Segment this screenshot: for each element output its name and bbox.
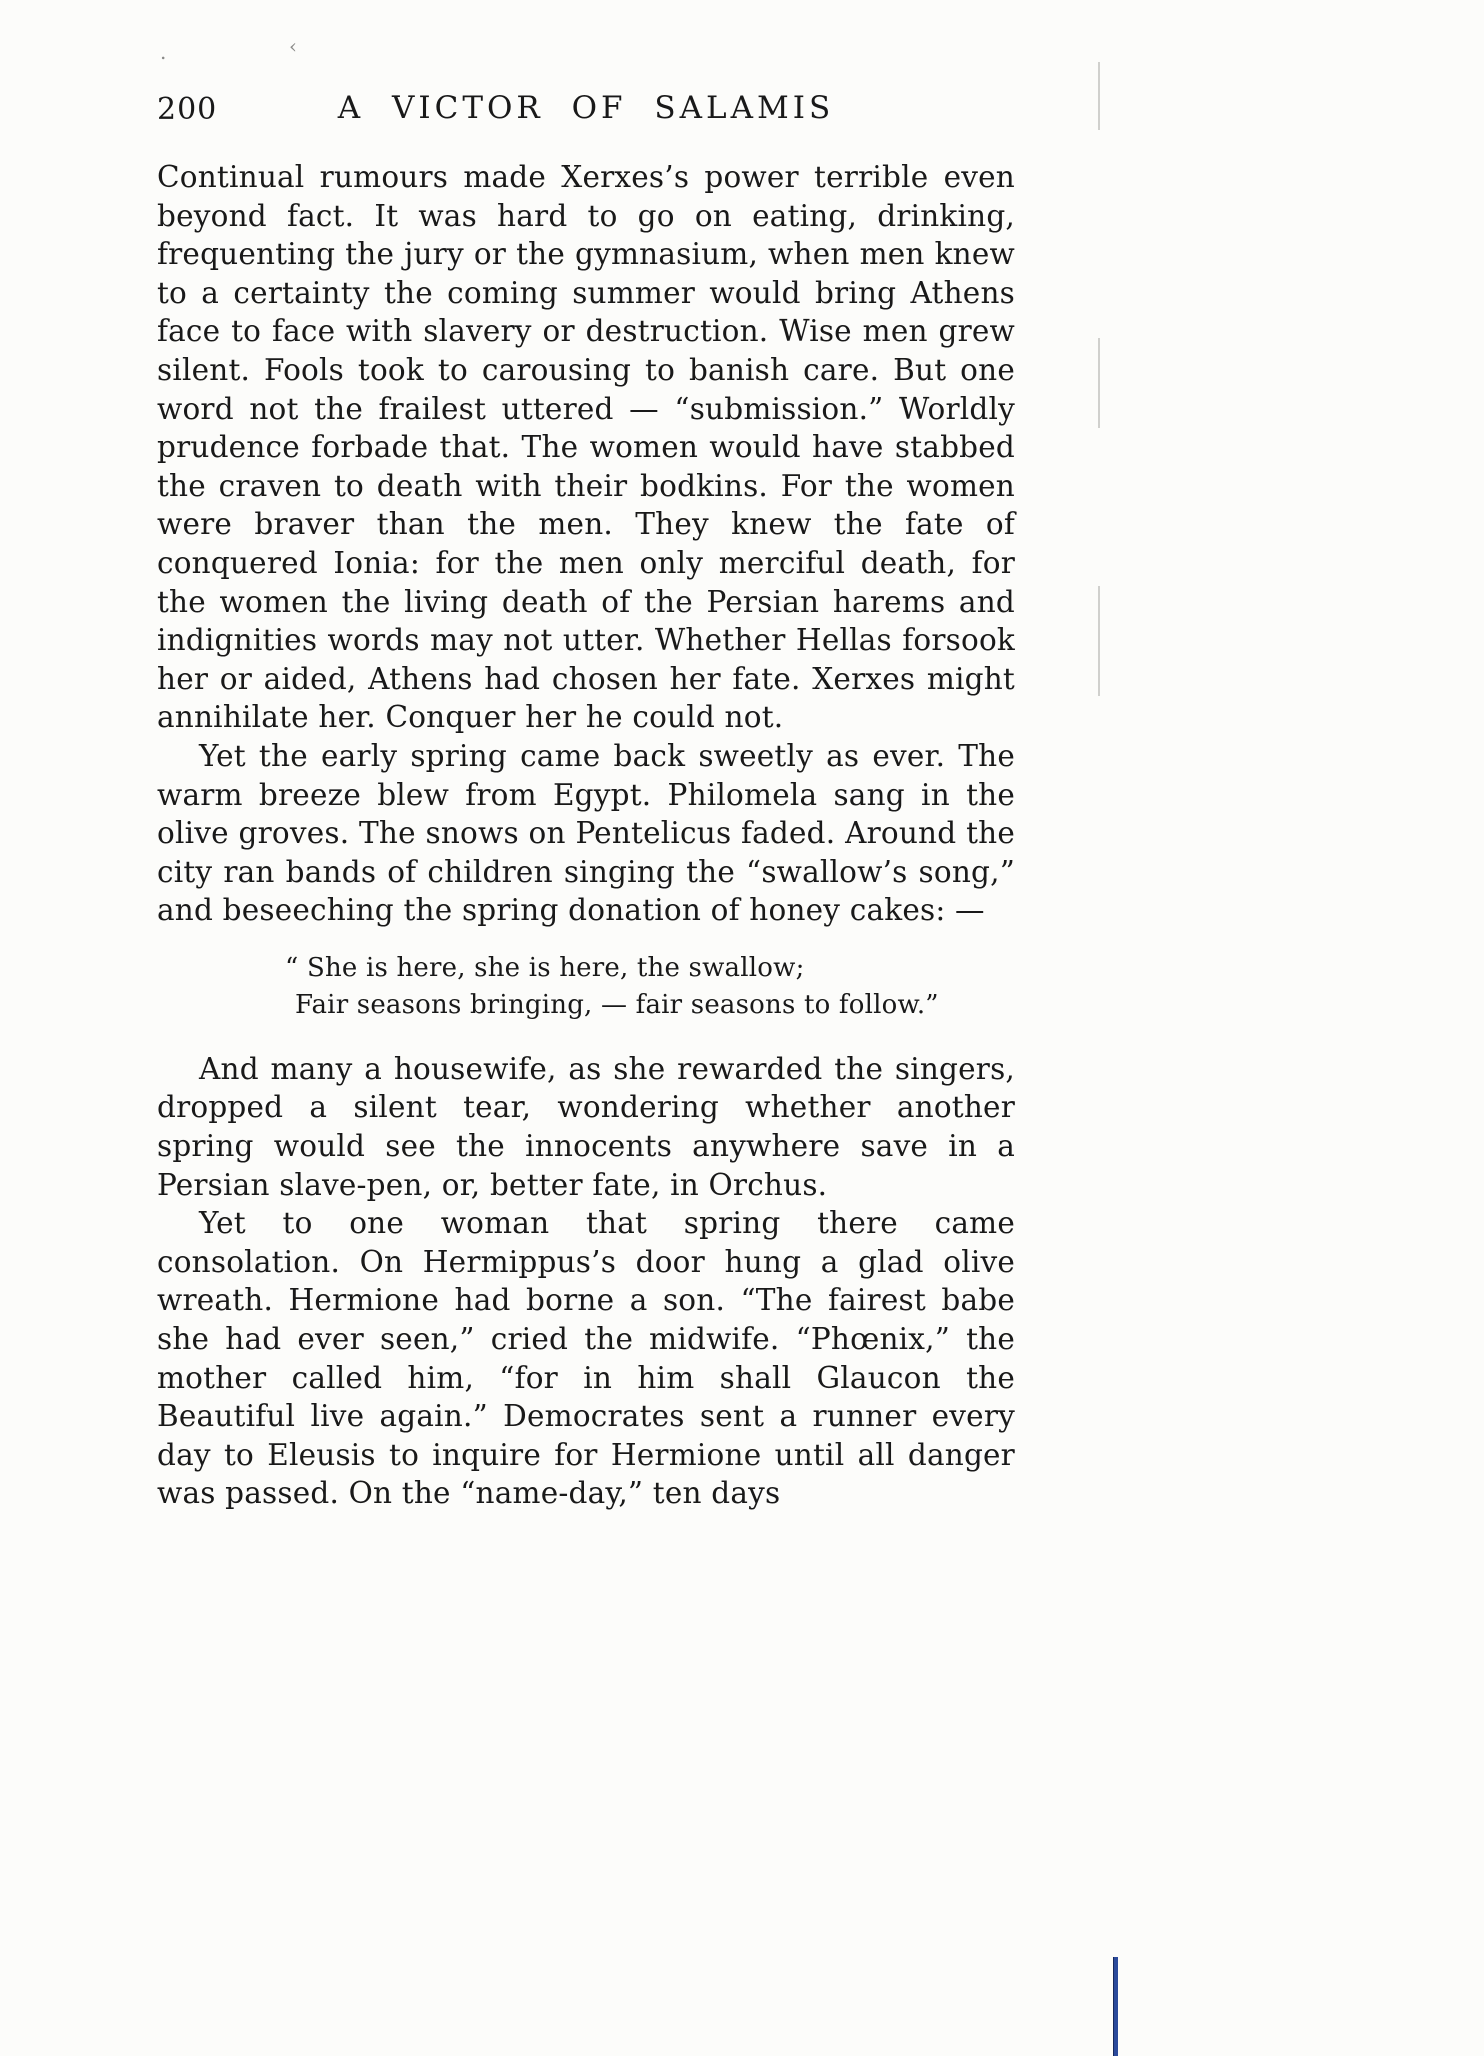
scan-artifact: [1098, 62, 1100, 130]
paragraph-housewife: And many a housewife, as she rewarded the singers, dropped a silent tear, wondering whether another spring would see the innocents anywhere save in a Persian slave-pen, or, better fate, in Orchus.: [157, 1051, 1015, 1202]
verse-line-1: “ She is here, she is here, the swallow;: [285, 952, 805, 983]
paragraph-continual-rumours: Continual rumours made Xerxes’s power terrible even beyond fact. It was hard to go on eating, drinking, frequenting the jury or the gymnasium, when men knew to a certainty the coming summer would bring Athens face to face with slavery or destruction. Wise men grew silent. Fools took to carousing to banish care. But one word not the frailest uttered — “submission.” Worldly prudence forbade that. The women would have stabbed the craven to death with their bodkins. For the women were braver than the men. They knew the fate of conquered Ionia: for the men only merciful death, for the women the living death of the Persian harems and indignities words may not utter. Whether Hellas forsook her or aided, Athens had chosen her fate. Xerxes might annihilate her. Conquer her he could not.: [157, 160, 1015, 735]
page-header: [157, 90, 1015, 132]
scan-artifact: ‹: [289, 34, 297, 58]
scan-artifact: .: [160, 40, 167, 64]
paragraph-consolation: Yet to one woman that spring there came consolation. On Hermippus’s door hung a glad olive wreath. Hermione had borne a son. “The fairest babe she had ever seen,” cried the midwife. “Phœnix,” the mother called him, “for in him shall Glaucon the Beautiful live again.” Democrates sent a runner every day to Eleusis to inquire for Hermione until all danger was passed. On the “name-day,” ten days: [157, 1206, 1015, 1511]
scan-artifact: [1098, 338, 1100, 428]
text-column: [157, 90, 1015, 1513]
paragraph-early-spring: Yet the early spring came back sweetly as ever. The warm breeze blew from Egypt. Philomela sang in the olive groves. The snows on Pentelicus faded. Around the city ran bands of children singing the “swallow’s song,” and beseeching the spring donation of honey cakes: —: [157, 738, 1015, 928]
verse-quote: [285, 950, 1015, 1024]
running-title: A VICTOR OF SALAMIS: [337, 90, 835, 126]
scan-artifact: [1098, 586, 1100, 696]
verse-line-2: Fair seasons bringing, — fair seasons to follow.”: [295, 989, 939, 1020]
scan-artifact: [1113, 1957, 1118, 2056]
page-number: 200: [157, 92, 218, 127]
